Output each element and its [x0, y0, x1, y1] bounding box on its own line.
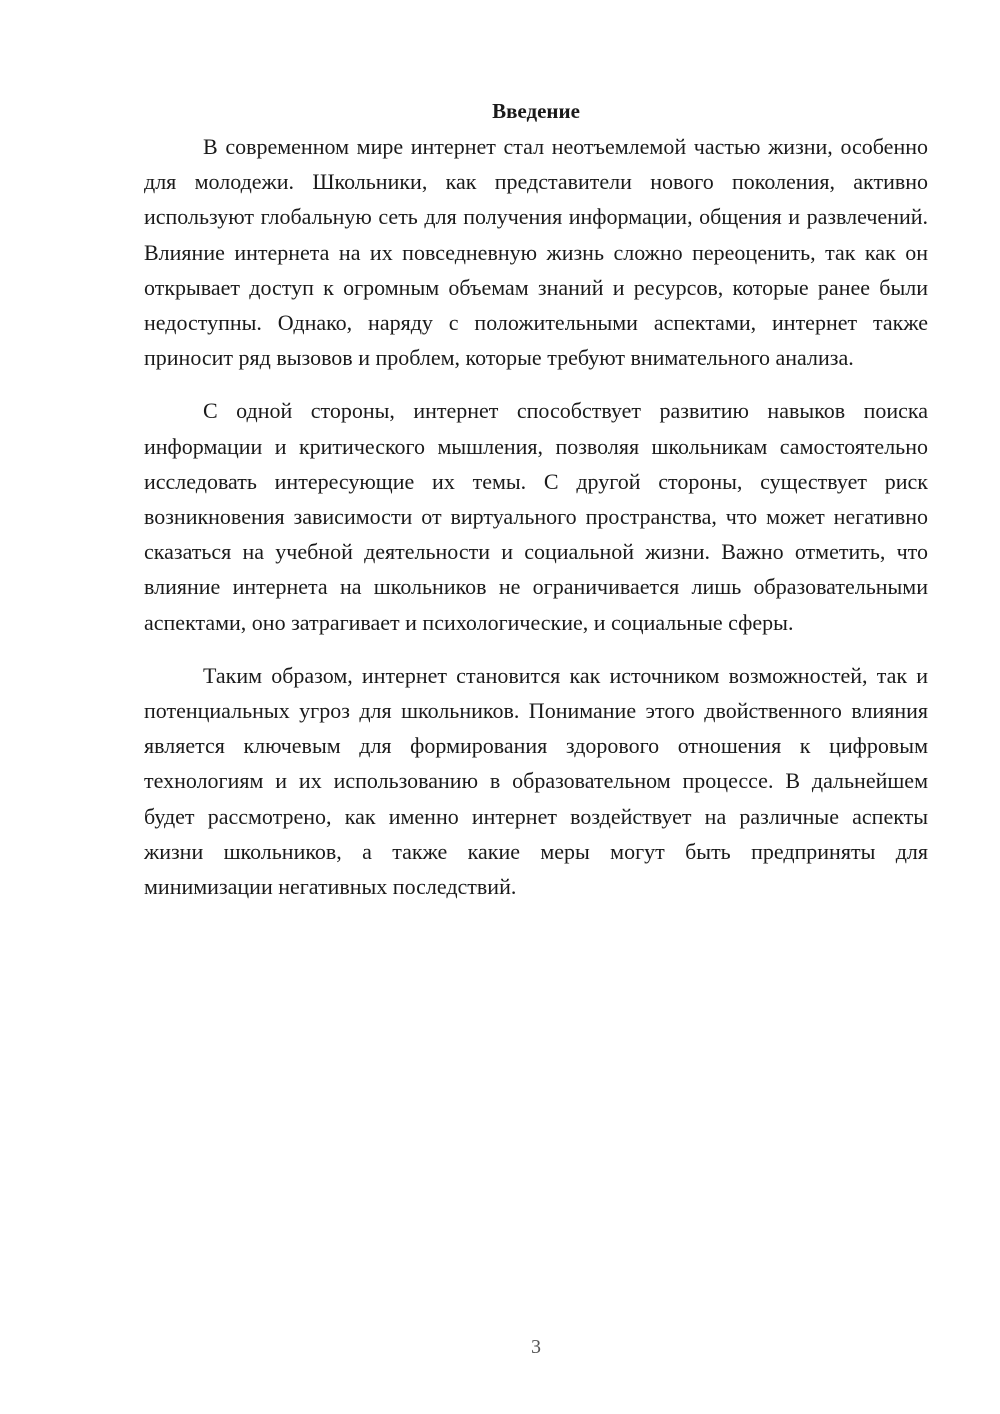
page-number: 3: [531, 1336, 541, 1358]
page-content: [144, 94, 928, 904]
paragraph-conclusion: Таким образом, интернет становится как источником возможностей, так и потенциальных угроз для школьников. Понимание этого двойственного влияния является ключевым для формирования здорового отношения к цифровым технологиям и их использованию в образовательном процессе. В дальнейшем будет рассмотрено, как именно интернет воздействует на различные аспекты жизни школьников, а также какие меры могут быть предприняты для минимизации негативных последствий.: [144, 662, 928, 900]
paragraph-pros-cons: С одной стороны, интернет способствует развитию навыков поиска информации и критического мышления, позволяя школьникам самостоятельно исследовать интересующие их темы. С другой стороны, существует риск возникновения зависимости от виртуального пространства, что может негативно сказаться на учебной деятельности и социальной жизни. Важно отметить, что влияние интернета на школьников не ограничивается лишь образовательными аспектами, оно затрагивает и психологические, и социальные сферы.: [144, 398, 928, 635]
section-title: Введение: [492, 99, 580, 123]
paragraph-intro: В современном мире интернет стал неотъемлемой частью жизни, особенно для молодежи. Школьники, как представители нового поколения, активно используют глобальную сеть для получения информации, общения и развлечений. Влияние интернета на их повседневную жизнь сложно переоценить, так как он открывает доступ к огромным объемам знаний и ресурсов, которые ранее были недоступны. Однако, наряду с положительными аспектами, интернет также приносит ряд вызовов и проблем, которые требуют внимательного анализа.: [144, 134, 928, 371]
